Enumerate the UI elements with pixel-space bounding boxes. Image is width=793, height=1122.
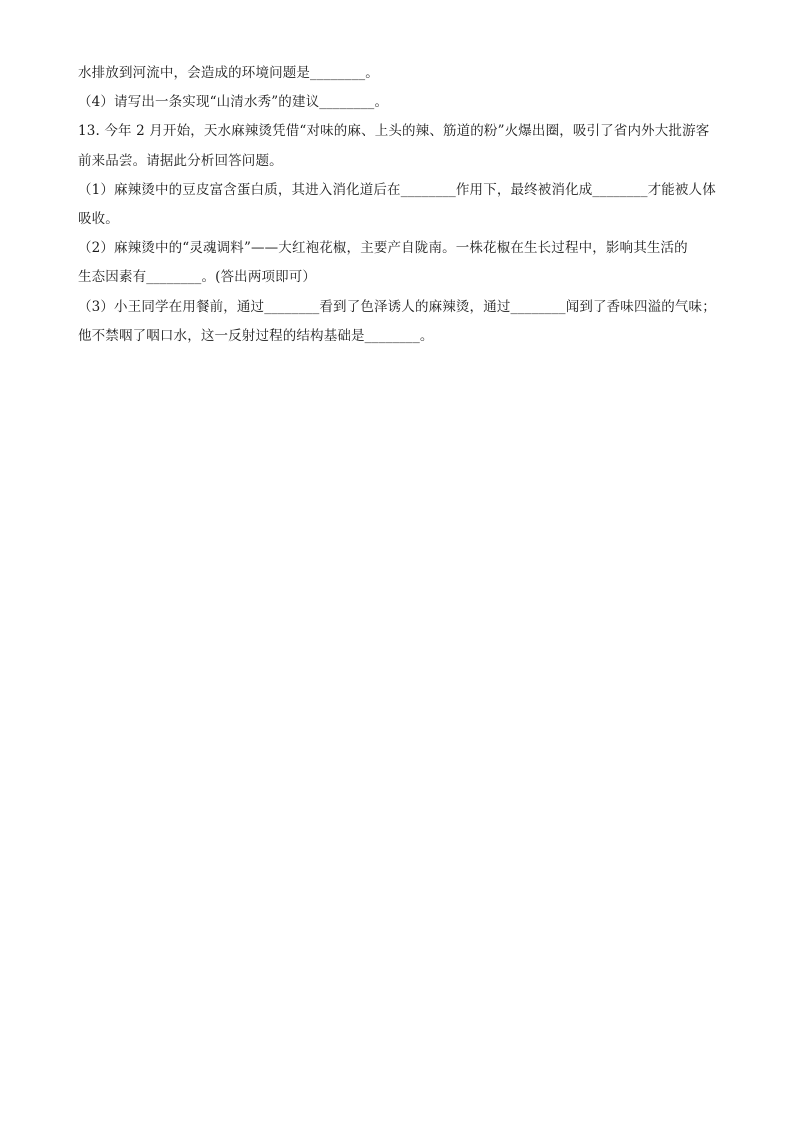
question-12-part-4: （4）请写出一条实现“山清水秀”的建议________。 [78, 94, 389, 111]
question-13-part-2: （2）麻辣烫中的“灵魂调料”——大红袍花椒，主要产自陇南。一株花椒在生长过程中，影响其生活的 [78, 240, 688, 257]
document-body [78, 62, 723, 354]
question-13-stem: 13. 今年 2 月开始，天水麻辣烫凭借“对味的麻、上头的辣、筋道的粉”火爆出圈，吸引了省内外大批游客 [78, 123, 710, 140]
text-line-1: 水排放到河流中，会造成的环境问题是________。 [78, 65, 379, 81]
question-13-part-3: （3）小王同学在用餐前，通过________看到了色泽诱人的麻辣烫，通过________闻到了香味四溢的气味； [78, 298, 716, 315]
question-13-part-1-cont: 吸收。 [78, 210, 119, 227]
question-13-stem-cont: 前来品尝。请据此分析回答问题。 [78, 152, 283, 169]
question-13-part-1: （1）麻辣烫中的豆皮富含蛋白质，其进入消化道后在________作用下，最终被消化成________才能被人体 [78, 181, 716, 198]
question-13-part-3-cont: 他不禁咽了咽口水，这一反射过程的结构基础是________。 [78, 327, 434, 344]
question-13-part-2-cont: 生态因素有________。(答出两项即可） [78, 269, 317, 286]
